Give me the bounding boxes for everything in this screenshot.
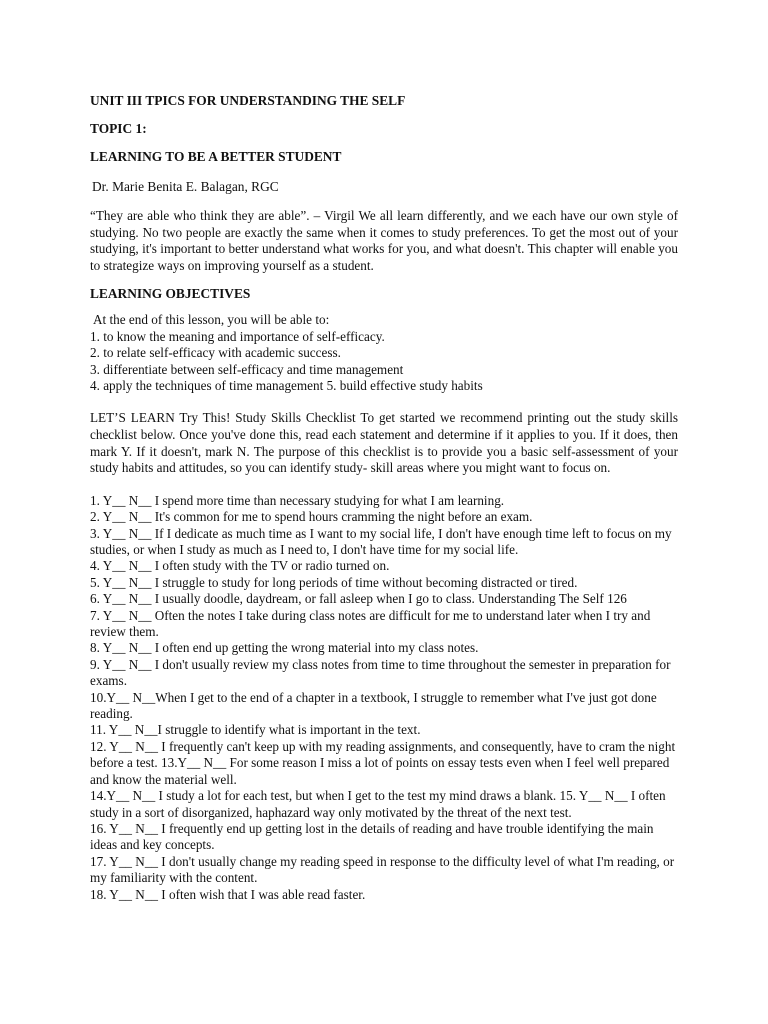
objectives-heading: LEARNING OBJECTIVES: [90, 286, 251, 302]
checklist-item: 4. Y__ N__ I often study with the TV or radio turned on.: [90, 558, 390, 574]
objective-item: 4. apply the techniques of time management 5. build effective study habits: [90, 378, 483, 393]
document-page: [90, 93, 678, 903]
topic-number: TOPIC 1:: [90, 121, 147, 136]
checklist-item: 2. Y__ N__ It's common for me to spend hours cramming the night before an exam.: [90, 509, 533, 525]
study-skills-checklist: [90, 493, 678, 903]
checklist-item: 3. Y__ N__ If I dedicate as much time as I want to my social life, I don't have enough time left to focus on my studies, or when I study as much as I need to, I don't have time for my social life.: [90, 525, 672, 557]
objective-item: 2. to relate self-efficacy with academic success.: [90, 345, 341, 361]
checklist-item: 10.Y__ N__When I get to the end of a chapter in a textbook, I struggle to remember what I've just got done reading.: [90, 689, 657, 722]
checklist-item: 18. Y__ N__ I often wish that I was able read faster.: [90, 886, 366, 902]
intro-paragraph: “They are able who think they are able”. – Virgil We all learn differently, and we each have our own style of studying. No two people are exactly the same when it comes to study preferences. To get the most out of your studying, it's important to better understand what works for you, and what doesn't. This chapter will enable you to strategize ways on improving yourself as a student.: [90, 208, 678, 273]
checklist-item: 17. Y__ N__ I don't usually change my reading speed in response to the difficulty level of what I'm reading, or my familiarity with the content.: [90, 853, 675, 886]
objective-item: 3. differentiate between self-efficacy and time management: [90, 361, 404, 377]
checklist-item: 16. Y__ N__ I frequently end up getting lost in the details of reading and have trouble identifying the main ideas and key concepts.: [90, 820, 654, 853]
objectives-list: [90, 329, 678, 395]
checklist-item: 12. Y__ N__ I frequently can't keep up with my reading assignments, and consequently, have to cram the night before a test. 13.Y__ N__ For some reason I miss a lot of points on essay tests even when I feel well prepared and know the material well.: [90, 738, 676, 787]
checklist-item: 5. Y__ N__ I struggle to study for long periods of time without becoming distracted or tired.: [90, 574, 578, 590]
author-name: Dr. Marie Benita E. Balagan, RGC: [92, 179, 279, 194]
checklist-item: 6. Y__ N__ I usually doodle, daydream, or fall asleep when I go to class. Understanding The Self 126: [90, 591, 627, 607]
lets-learn-paragraph: LET’S LEARN Try This! Study Skills Checklist To get started we recommend printing out the study skills checklist below. Once you've done this, read each statement and determine if it applies to you. If it does, then mark Y. If it doesn't, mark N. The purpose of this checklist is to provide you a basic self-assessment of your study habits and attitudes, so you can identify study- skill areas where you might want to focus on.: [90, 410, 678, 476]
checklist-item: 1. Y__ N__ I spend more time than necessary studying for what I am learning.: [90, 492, 505, 508]
checklist-item: 11. Y__ N__I struggle to identify what is important in the text.: [90, 722, 421, 738]
document-title: UNIT III TPICS FOR UNDERSTANDING THE SELF: [90, 93, 406, 108]
topic-title: LEARNING TO BE A BETTER STUDENT: [90, 149, 342, 164]
objective-item: 1. to know the meaning and importance of self-efficacy.: [90, 328, 385, 344]
checklist-item: 9. Y__ N__ I don't usually review my class notes from time to time throughout the semester in preparation for exams.: [90, 656, 671, 689]
checklist-item: 7. Y__ N__ Often the notes I take during class notes are difficult for me to understand later when I try and review them.: [90, 607, 651, 640]
checklist-item: 8. Y__ N__ I often end up getting the wrong material into my class notes.: [90, 640, 479, 656]
checklist-item: 14.Y__ N__ I study a lot for each test, but when I get to the test my mind draws a blank. 15. Y__ N__ I often study in a sort of disorganized, haphazard way only motivated by the threat of the next test.: [90, 788, 666, 820]
objectives-lead: At the end of this lesson, you will be able to:: [93, 312, 330, 328]
